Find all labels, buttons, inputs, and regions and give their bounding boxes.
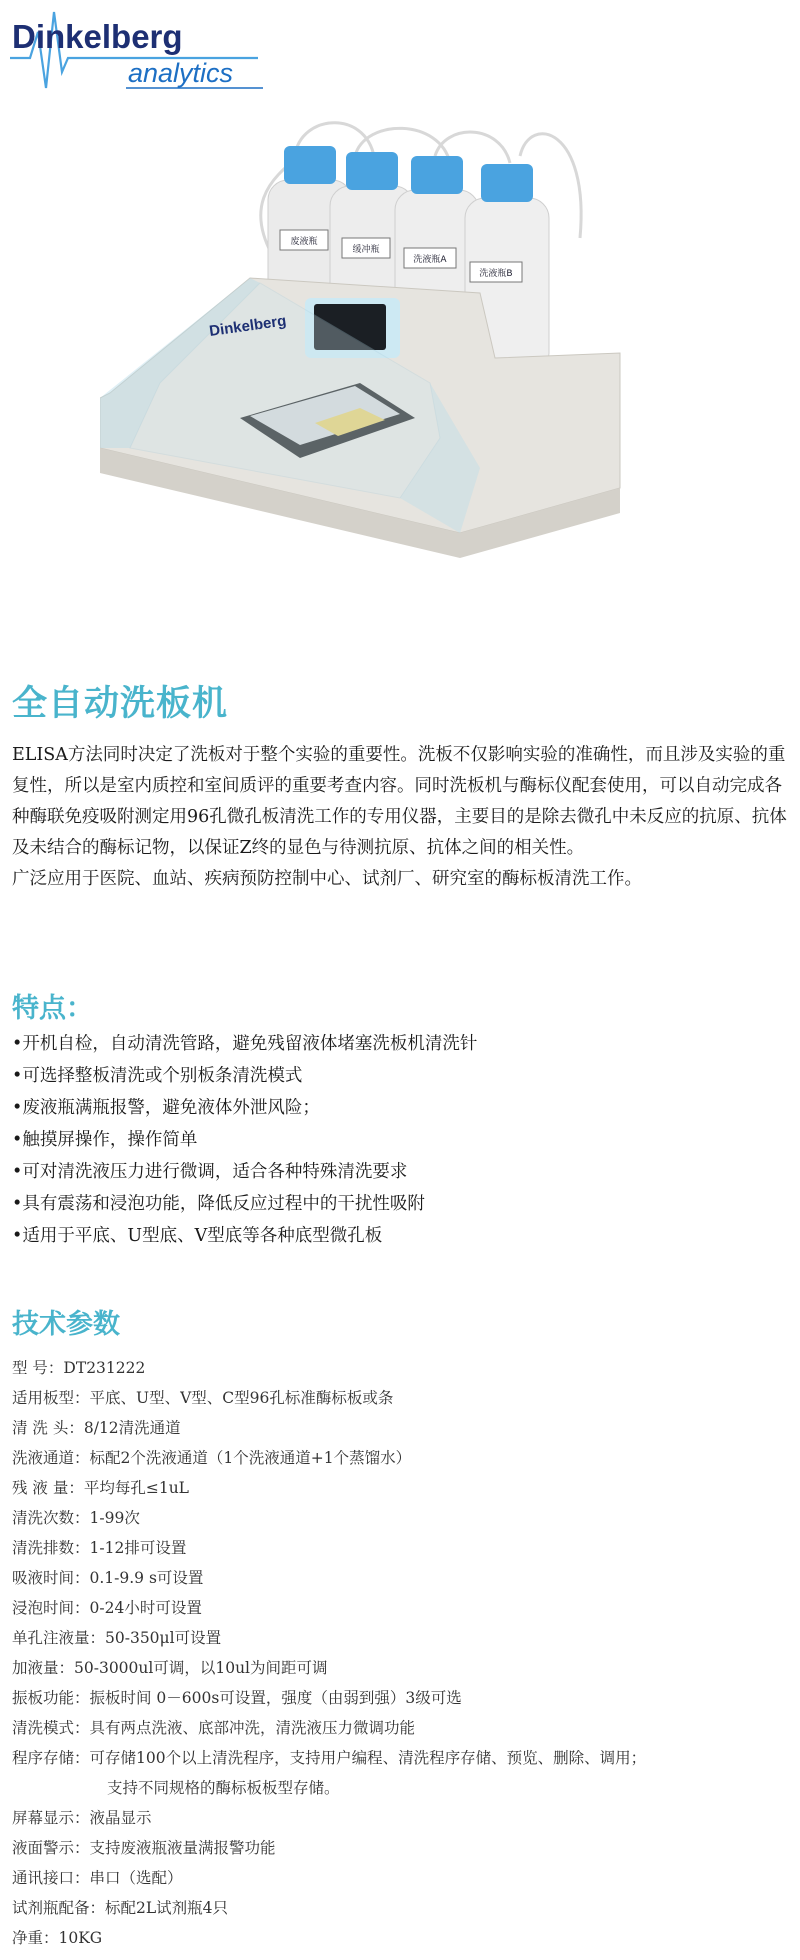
intro-paragraph: 广泛应用于医院、血站、疾病预防控制中心、试剂厂、研究室的酶标板清洗工作。 — [12, 869, 642, 889]
spec-reagent-bottles: 试剂瓶配备：标配2L试剂瓶4只 — [12, 1899, 229, 1917]
spec-level-alarm: 液面警示：支持废液瓶液量满报警功能 — [12, 1839, 276, 1857]
spec-interface: 通讯接口：串口（选配） — [12, 1869, 183, 1887]
spec-wash-channels: 洗液通道：标配2个洗液通道（1个洗液通道+1个蒸馏水） — [12, 1449, 412, 1467]
spec-display: 屏幕显示：液晶显示 — [12, 1809, 152, 1827]
spec-aspiration-time: 吸液时间：0.1-9.9 s可设置 — [12, 1569, 204, 1587]
bullet-icon: • — [12, 1162, 23, 1182]
features-heading: 特点： — [12, 993, 93, 1024]
feature-item: •适用于平底、U型底、V型底等各种底型微孔板 — [12, 1226, 383, 1246]
bottle-label-waste: 废液瓶 — [290, 237, 318, 247]
spec-shaking: 振板功能：振板时间 0－600s可设置，强度（由弱到强）3级可选 — [12, 1689, 462, 1707]
bottle-label-wash-b: 洗液瓶B — [479, 269, 513, 279]
specs-list — [12, 1353, 788, 1953]
microplate-washer-image — [100, 118, 640, 658]
bullet-icon: • — [12, 1034, 23, 1054]
features-list — [12, 1028, 477, 1252]
spec-wash-head: 清 洗 头：8/12清洗通道 — [12, 1419, 181, 1437]
company-logo — [8, 8, 270, 100]
bullet-icon: • — [12, 1066, 23, 1086]
spec-residual-volume: 残 液 量：平均每孔≤1uL — [12, 1479, 189, 1497]
device-brand: Dinkelberg — [208, 312, 288, 340]
bullet-icon: • — [12, 1098, 23, 1118]
spec-net-weight: 净重：10KG — [12, 1929, 103, 1947]
spec-soak-time: 浸泡时间：0-24小时可设置 — [12, 1599, 202, 1617]
bullet-icon: • — [12, 1194, 23, 1214]
bullet-icon: • — [12, 1226, 23, 1246]
feature-item: •触摸屏操作，操作简单 — [12, 1130, 198, 1150]
spec-dispense-volume: 单孔注液量：50-350μl可设置 — [12, 1629, 222, 1647]
feature-item: •可选择整板清洗或个别板条清洗模式 — [12, 1066, 303, 1086]
bullet-icon: • — [12, 1130, 23, 1150]
feature-item: •开机自检，自动清洗管路，避免残留液体堵塞洗板机清洗针 — [12, 1034, 478, 1054]
spec-program-storage: 程序存储：可存储100个以上清洗程序，支持用户编程、清洗程序存储、预览、删除、调用； — [12, 1749, 647, 1767]
spec-wash-cycles: 清洗次数：1-99次 — [12, 1509, 140, 1527]
spec-plate-type: 适用板型：平底、U型、V型、C型96孔标准酶标板或条 — [12, 1389, 394, 1407]
spec-fill-volume: 加液量：50-3000ul可调，以10ul为间距可调 — [12, 1659, 328, 1677]
intro-text — [12, 740, 788, 895]
spec-model: 型 号：DT231222 — [12, 1359, 146, 1377]
page-title: 全自动洗板机 — [12, 684, 229, 724]
spec-wash-rows: 清洗排数：1-12排可设置 — [12, 1539, 187, 1557]
spec-program-storage-cont: 支持不同规格的酶标板板型存储。 — [107, 1779, 340, 1797]
intro-paragraph: ELISA方法同时决定了洗板对于整个实验的重要性。洗板不仅影响实验的准确性，而且涉及实验的重复性，所以是室内质控和室间质评的重要考查内容。同时洗板机与酶标仪配套使用，可以自动完成各种酶联免疫吸附测定用96孔微孔板清洗工作的专用仪器，主要目的是除去微孔中未反应的抗原、抗体及未结合的酶标记物，以保证Z终的显色与待测抗原、抗体之间的相关性。 — [12, 745, 787, 858]
bottle-label-buffer: 缓冲瓶 — [352, 245, 380, 255]
feature-item: •具有震荡和浸泡功能，降低反应过程中的干扰性吸附 — [12, 1194, 425, 1214]
feature-item: •废液瓶满瓶报警，避免液体外泄风险； — [12, 1098, 320, 1118]
logo-text: Dinkelberg — [12, 18, 183, 55]
specs-heading: 技术参数 — [12, 1309, 120, 1340]
feature-item: •可对清洗液压力进行微调，适合各种特殊清洗要求 — [12, 1162, 408, 1182]
spec-wash-mode: 清洗模式：具有两点洗液、底部冲洗，清洗液压力微调功能 — [12, 1719, 416, 1737]
logo-subtext: analytics — [128, 58, 234, 88]
bottle-label-wash-a: 洗液瓶A — [413, 255, 447, 265]
